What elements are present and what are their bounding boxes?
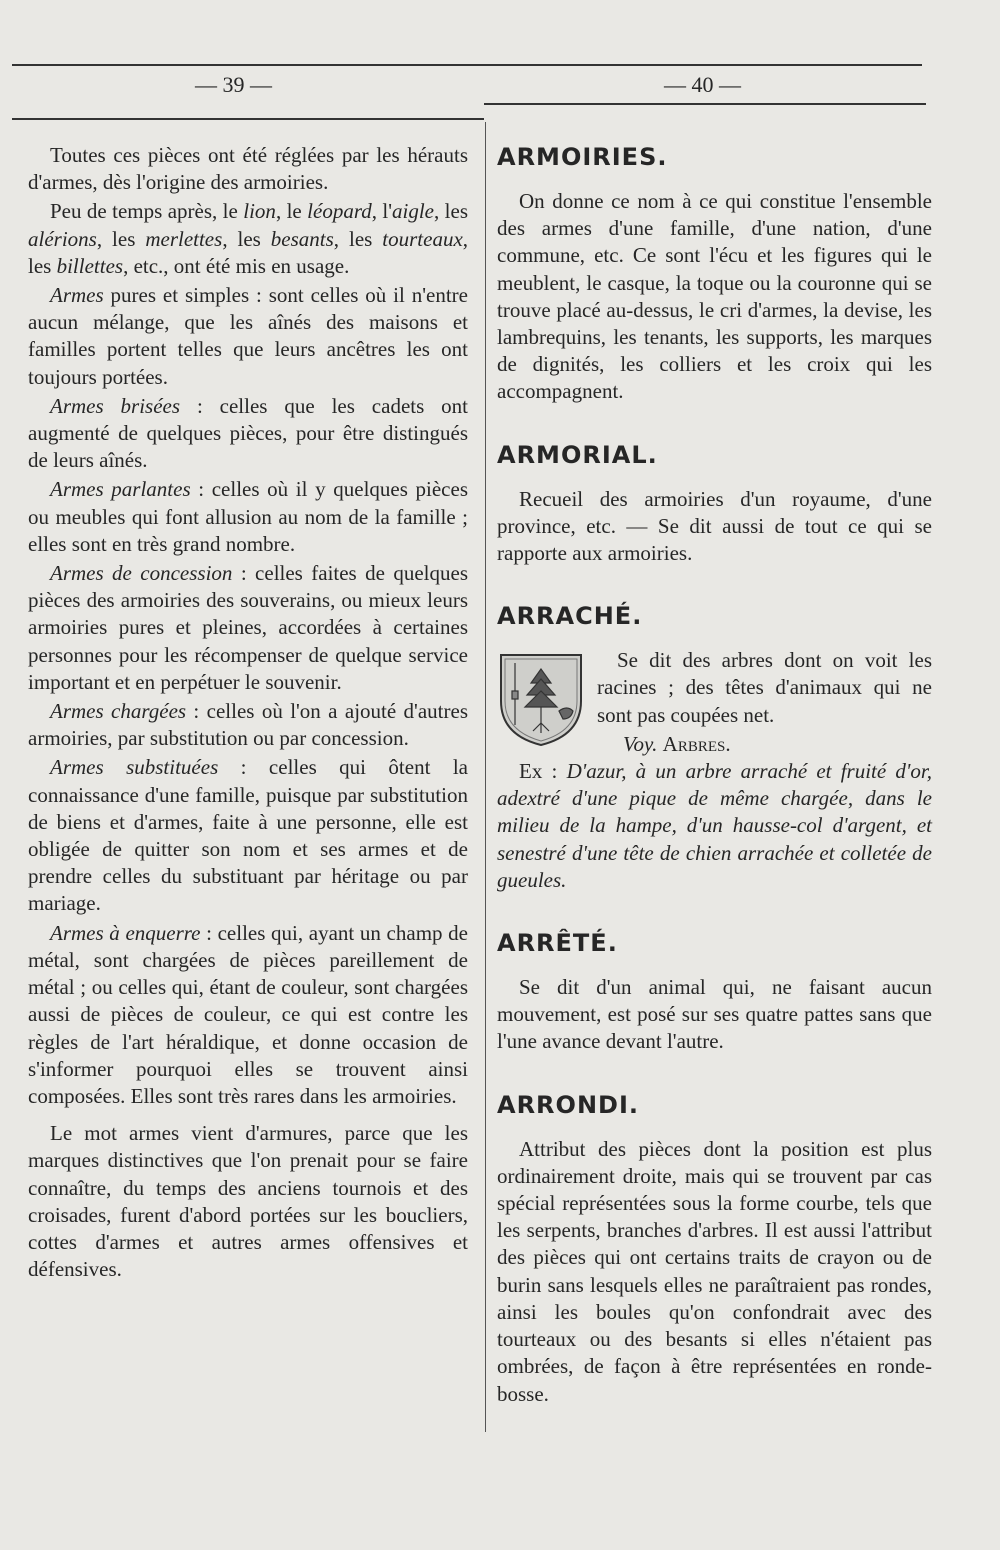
entry-arrondi: [497, 1090, 932, 1408]
paragraph: Armes chargées : celles où l'on a ajouté d'autres armoiries, par substitution ou par concession.: [28, 699, 468, 751]
coat-of-arms-icon: [497, 651, 585, 747]
entry-arrache: [497, 601, 932, 894]
term: Armes: [50, 283, 104, 308]
term: Armes parlantes: [50, 477, 191, 502]
entry-heading: ARRACHÉ.: [497, 602, 643, 631]
page-number-right: — 40 —: [664, 72, 741, 97]
paragraph: Armes brisées : celles que les cadets ont augmenté de quelques pièces, pour être distingués de leurs aînés.: [28, 393, 468, 473]
term: Armes à enquerre: [50, 920, 201, 945]
paragraph: Armes à enquerre : celles qui, ayant un champ de métal, sont chargées de pièces pareillement de métal ; ou celles qui, étant de couleur, sont chargées aussi de pièces de couleur, ce qui est contre les règles de l'art héraldique, et donne occasion de s'informer pourquoi elles se trouvent ainsi composées. Elles sont très rares dans les armoiries.: [28, 920, 469, 1108]
paragraph: Armes pures et simples : sont celles où il n'entre aucun mélange, que les aînés des maisons et familles portent telles que leurs ancêtres les ont toujours portées.: [28, 283, 468, 389]
paragraph: Armes parlantes : celles où il y quelques pièces ou meubles qui font allusion au nom de la famille ; elles sont en très grand nombre.: [28, 477, 468, 556]
top-rule: [12, 64, 922, 66]
see-also: Voy. Arbres.: [623, 731, 731, 756]
left-column: [28, 142, 468, 1283]
paragraph: Toutes ces pièces ont été réglées par les hérauts d'armes, dès l'origine des armoiries.: [28, 143, 468, 195]
entry-armoiries: [497, 142, 932, 406]
example: Ex : D'azur, à un arbre arraché et fruité d'or, adextré d'une pique de même chargée, dans le milieu de la hampe, d'un hausse-col d'argent, et senestré d'une tête de chien arrachée et colletée de gueules.: [497, 759, 932, 892]
term: Armes de concession: [50, 561, 233, 586]
entry-text: Attribut des pièces dont la position est plus ordinairement droite, mais qui se trouvent par cas spécial représentées sous la forme courbe, tels que les serpents, branches d'arbres. Il est aussi l'attribut des pièces qui ont certains traits de crayon ou de burin sans lesquels elles ne paraîtraient pas rondes, ainsi les boules qu'on confondrait avec des tourteaux ou des besants si elles n'étaient pas ombrées, de façon à être représentées en ronde-bosse.: [497, 1136, 932, 1406]
left-header-rule: [12, 118, 484, 120]
right-header-rule: [484, 103, 926, 105]
entry-heading: ARRONDI.: [497, 1090, 639, 1119]
column-divider: [485, 122, 486, 1432]
entry-text: Se dit des arbres dont on voit les racines ; des têtes d'animaux qui ne sont pas coupées net.: [597, 648, 932, 727]
page-number-left: — 39 —: [195, 72, 272, 97]
term: Armes brisées: [50, 393, 181, 418]
entry-heading: ARMORIAL.: [497, 440, 658, 469]
paragraph: Le mot armes vient d'armures, parce que les marques distinctives que l'on prenait pour se faire connaître, du temps des anciens tournois et des croisades, furent d'abord portées sur les boucliers, cottes d'armes et autres armes offensives et défensives.: [28, 1121, 468, 1282]
entry-heading: ARMOIRIES.: [497, 143, 668, 171]
term: Armes substituées: [50, 755, 219, 780]
entry-text: On donne ce nom à ce qui constitue l'ensemble des armes d'une famille, d'une nation, d'une commune, etc. Ce sont l'écu et les figures qui le meublent, le casque, la toque ou la couronne qui se trouve placé au-dessus, le cri d'armes, la devise, les lambrequins, les tenants, les supports, les marques de dignités, les colliers et les croix qui les accompagnent.: [497, 189, 932, 404]
paragraph: Peu de temps après, le lion, le léopard, l'aigle, les alérions, les merlettes, les besants, les tourteaux, les billettes, etc., ont été mis en usage.: [28, 199, 469, 278]
entry-text: Se dit d'un animal qui, ne faisant aucun mouvement, est posé sur ses quatre pattes sans que l'une avance devant l'autre.: [497, 975, 932, 1054]
right-column: [497, 142, 932, 1408]
term: Armes chargées: [50, 699, 187, 724]
paragraph: Armes de concession : celles faites de quelques pièces des armoiries des souverains, ou mieux leurs armoiries pures et pleines, accordées à certaines personnes pour les récompenser de quelque service important et en perpétuer le souvenir.: [28, 561, 468, 694]
entry-text: Recueil des armoiries d'un royaume, d'une province, etc. — Se dit aussi de tout ce qui se rapporte aux armoiries.: [497, 486, 932, 566]
paragraph: Armes substituées : celles qui ôtent la connaissance d'une famille, puisque par substitution de biens et d'armes, faite à une personne, elle est obligée de quitter son nom et ses armes et de prendre celles du substituant par héritage ou par mariage.: [28, 755, 468, 916]
entry-armorial: [497, 440, 932, 568]
entry-heading: ARRÊTÉ.: [497, 929, 618, 958]
entry-arrete: [497, 928, 932, 1056]
